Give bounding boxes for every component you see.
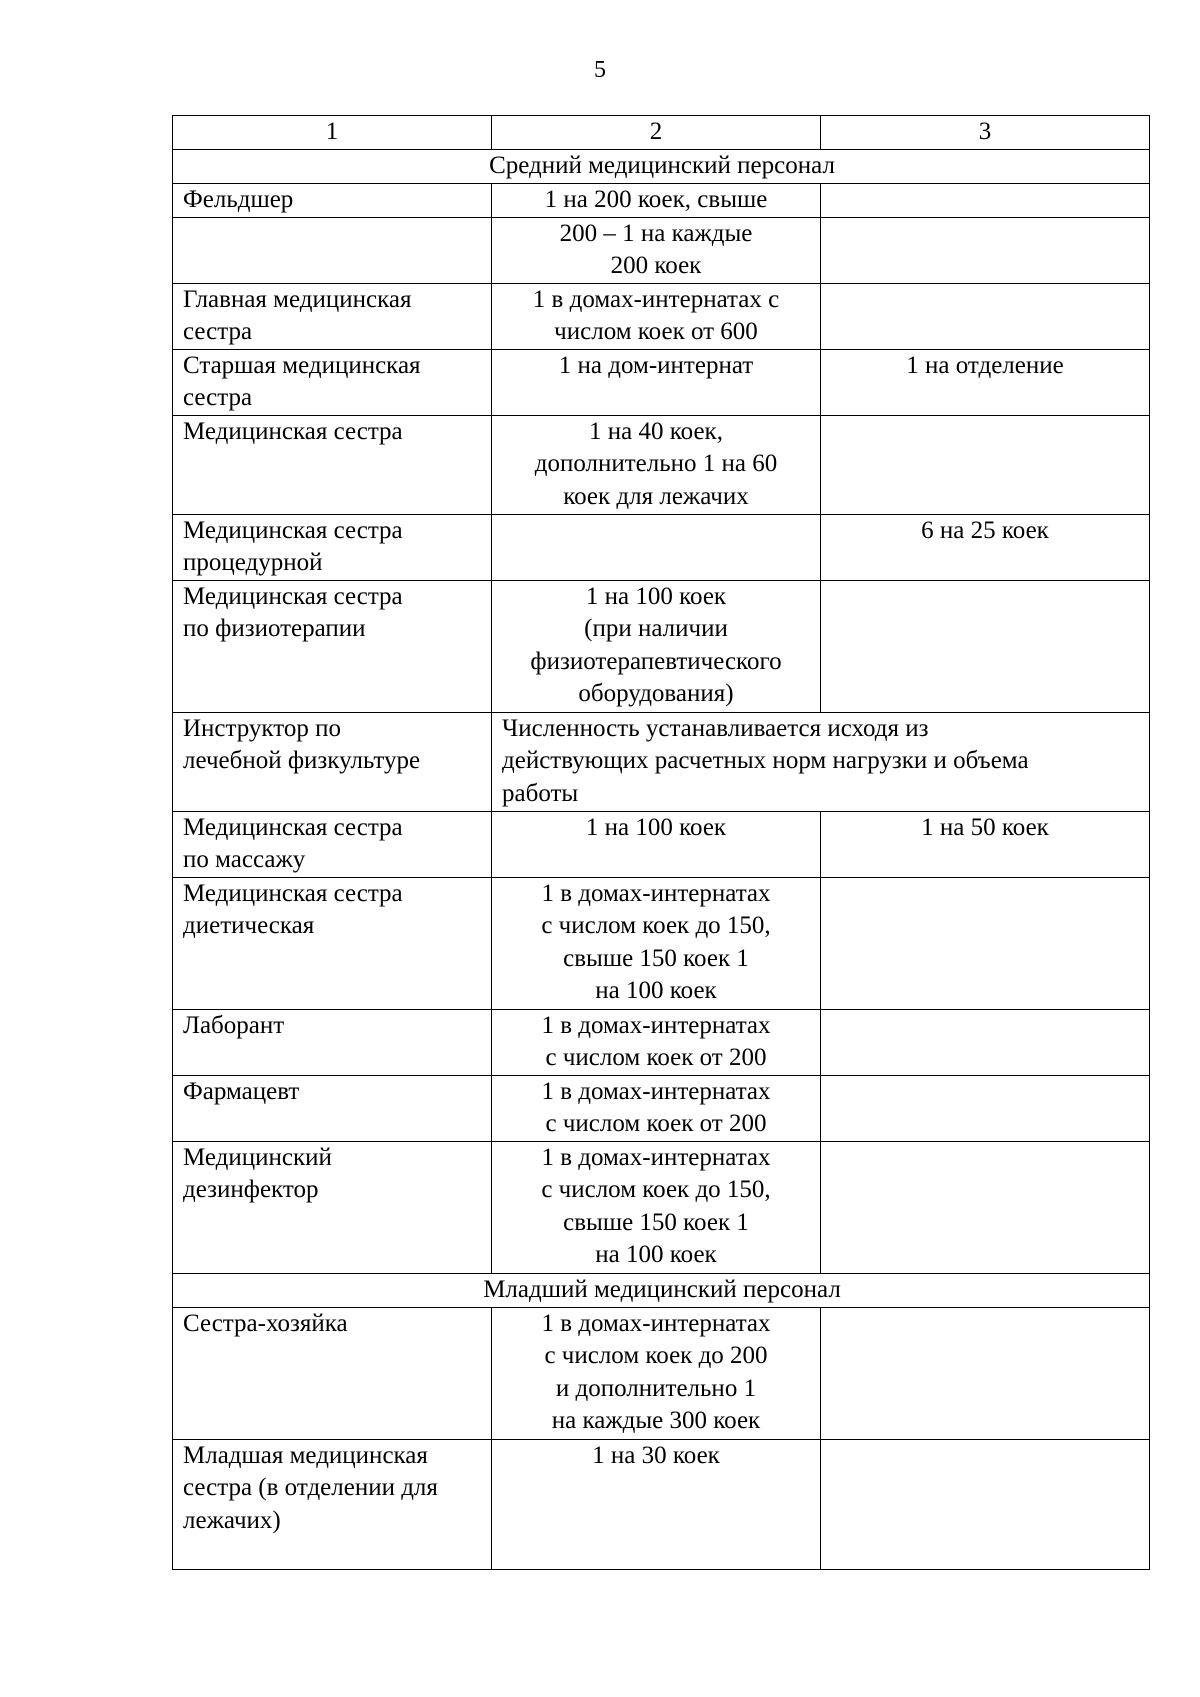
table-row [173,1075,1150,1141]
norm-cell: 1 в домах-интернатах с числом коек до 200 и дополнительно 1 на каждые 300 коек [492,1307,821,1439]
table-row [173,217,1150,283]
table-row [173,1307,1150,1439]
norm-cell: 1 в домах-интернатах с числом коек от 600 [492,283,821,349]
position-cell: Главная медицинская сестра [173,283,492,349]
department-norm-cell [821,184,1150,218]
norm-cell: 1 на дом-интернат [492,349,821,415]
page-number: 5 [594,57,606,83]
department-norm-cell [821,283,1150,349]
department-norm-cell [821,1009,1150,1075]
staffing-table [172,115,1150,1570]
position-cell: Медицинская сестра диетическая [173,877,492,1009]
department-norm-cell: 1 на 50 коек [821,811,1150,877]
position-cell: Сестра-хозяйка [173,1307,492,1439]
column-number-1: 1 [173,116,492,150]
section-row [173,150,1150,184]
norm-cell: 1 на 30 коек [492,1439,821,1569]
department-norm-cell [821,877,1150,1009]
department-norm-cell [821,217,1150,283]
table-row [173,877,1150,1009]
department-norm-cell [821,580,1150,712]
norm-cell: 1 на 100 коек (при наличии физиотерапевтического оборудования) [492,580,821,712]
norm-cell: 1 в домах-интернатах с числом коек до 150, свыше 150 коек 1 на 100 коек [492,1141,821,1273]
position-cell: Младшая медицинская сестра (в отделении для лежачих) [173,1439,492,1569]
table-row [173,1439,1150,1569]
norm-cell: 1 на 100 коек [492,811,821,877]
norm-cell: 1 в домах-интернатах с числом коек от 200 [492,1009,821,1075]
position-cell: Медицинский дезинфектор [173,1141,492,1273]
position-cell: Медицинская сестра [173,415,492,514]
table-row [173,184,1150,218]
norm-cell: 1 на 200 коек, свыше [492,184,821,218]
table-row [173,283,1150,349]
position-cell: Фармацевт [173,1075,492,1141]
merged-norm-cell: Численность устанавливается исходя из действующих расчетных норм нагрузки и объема работы [492,712,1150,811]
column-number-3: 3 [821,116,1150,150]
position-cell [173,217,492,283]
position-cell: Медицинская сестра по физиотерапии [173,580,492,712]
position-cell: Фельдшер [173,184,492,218]
norm-cell: 1 в домах-интернатах с числом коек до 150, свыше 150 коек 1 на 100 коек [492,877,821,1009]
table-row [173,712,1150,811]
position-cell: Инструктор по лечебной физкультуре [173,712,492,811]
section-title: Средний медицинский персонал [173,150,1150,184]
table-row [173,1009,1150,1075]
department-norm-cell [821,1439,1150,1569]
position-cell: Медицинская сестра по массажу [173,811,492,877]
norm-cell: 200 – 1 на каждые 200 коек [492,217,821,283]
department-norm-cell [821,1075,1150,1141]
norm-cell: 1 в домах-интернатах с числом коек от 200 [492,1075,821,1141]
table-row [173,811,1150,877]
position-cell: Старшая медицинская сестра [173,349,492,415]
department-norm-cell [821,415,1150,514]
position-cell: Лаборант [173,1009,492,1075]
department-norm-cell [821,1141,1150,1273]
norm-cell [492,514,821,580]
section-title: Младший медицинский персонал [173,1273,1150,1307]
department-norm-cell: 1 на отделение [821,349,1150,415]
table-row [173,580,1150,712]
norm-cell: 1 на 40 коек, дополнительно 1 на 60 коек для лежачих [492,415,821,514]
table-row [173,514,1150,580]
department-norm-cell: 6 на 25 коек [821,514,1150,580]
position-cell: Медицинская сестра процедурной [173,514,492,580]
section-row [173,1273,1150,1307]
table-header-row [173,116,1150,150]
column-number-2: 2 [492,116,821,150]
table-row [173,349,1150,415]
department-norm-cell [821,1307,1150,1439]
table-row [173,1141,1150,1273]
table-row [173,415,1150,514]
